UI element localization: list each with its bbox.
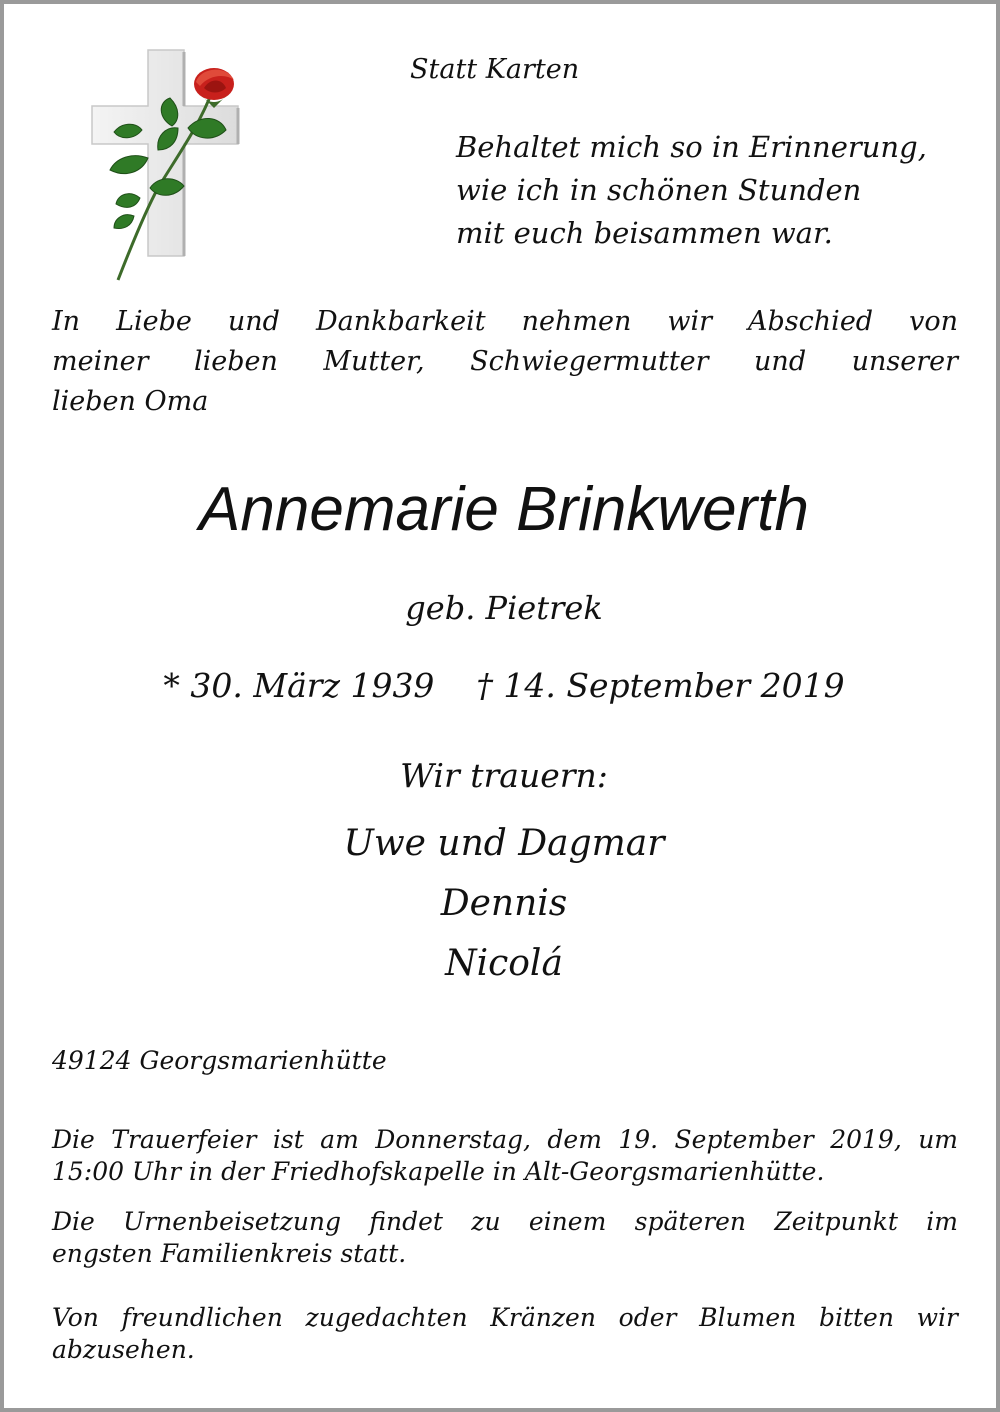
poem-line: mit euch beisammen war.	[456, 216, 833, 250]
urn-notice	[52, 1206, 958, 1270]
flowers-notice-line: Von freundlichen zugedachten Kränzen oder Blumen bitten wir	[52, 1303, 958, 1332]
location-line: 49124 Georgsmarienhütte	[52, 1046, 387, 1075]
mourner-name: Nicolá	[445, 943, 563, 984]
statt-karten-note: Statt Karten	[410, 54, 580, 85]
intro-line: lieben Oma	[52, 386, 209, 417]
flowers-notice-line: abzusehen.	[52, 1335, 195, 1364]
intro-line: meiner lieben Mutter, Schwiegermutter und unserer	[52, 346, 958, 377]
mourner-name: Dennis	[440, 883, 568, 924]
cross-with-red-rose-icon	[88, 48, 248, 284]
mourners-list	[4, 814, 1000, 994]
poem-verse	[456, 126, 927, 255]
poem-line: Behaltet mich so in Erinnerung,	[456, 130, 927, 164]
mourner-name: Uwe und Dagmar	[343, 823, 665, 864]
intro-paragraph	[52, 302, 958, 422]
urn-notice-line: engsten Familienkreis statt.	[52, 1239, 407, 1268]
funeral-notice-line: 15:00 Uhr in der Friedhofskapelle in Alt-Georgsmarienhütte.	[52, 1157, 825, 1186]
birth-name: geb. Pietrek	[405, 589, 603, 627]
urn-notice-line: Die Urnenbeisetzung findet zu einem späteren Zeitpunkt im	[52, 1207, 958, 1236]
funeral-notice-line: Die Trauerfeier ist am Donnerstag, dem 19. September 2019, um	[52, 1125, 958, 1154]
poem-line: wie ich in schönen Stunden	[456, 173, 862, 207]
flowers-notice	[52, 1302, 958, 1366]
deceased-name: Annemarie Brinkwerth	[199, 475, 809, 544]
life-dates: * 30. März 1939 † 14. September 2019	[163, 666, 845, 705]
mourning-heading: Wir trauern:	[400, 756, 608, 795]
intro-line: In Liebe und Dankbarkeit nehmen wir Abschied von	[52, 306, 958, 337]
funeral-notice	[52, 1124, 958, 1188]
